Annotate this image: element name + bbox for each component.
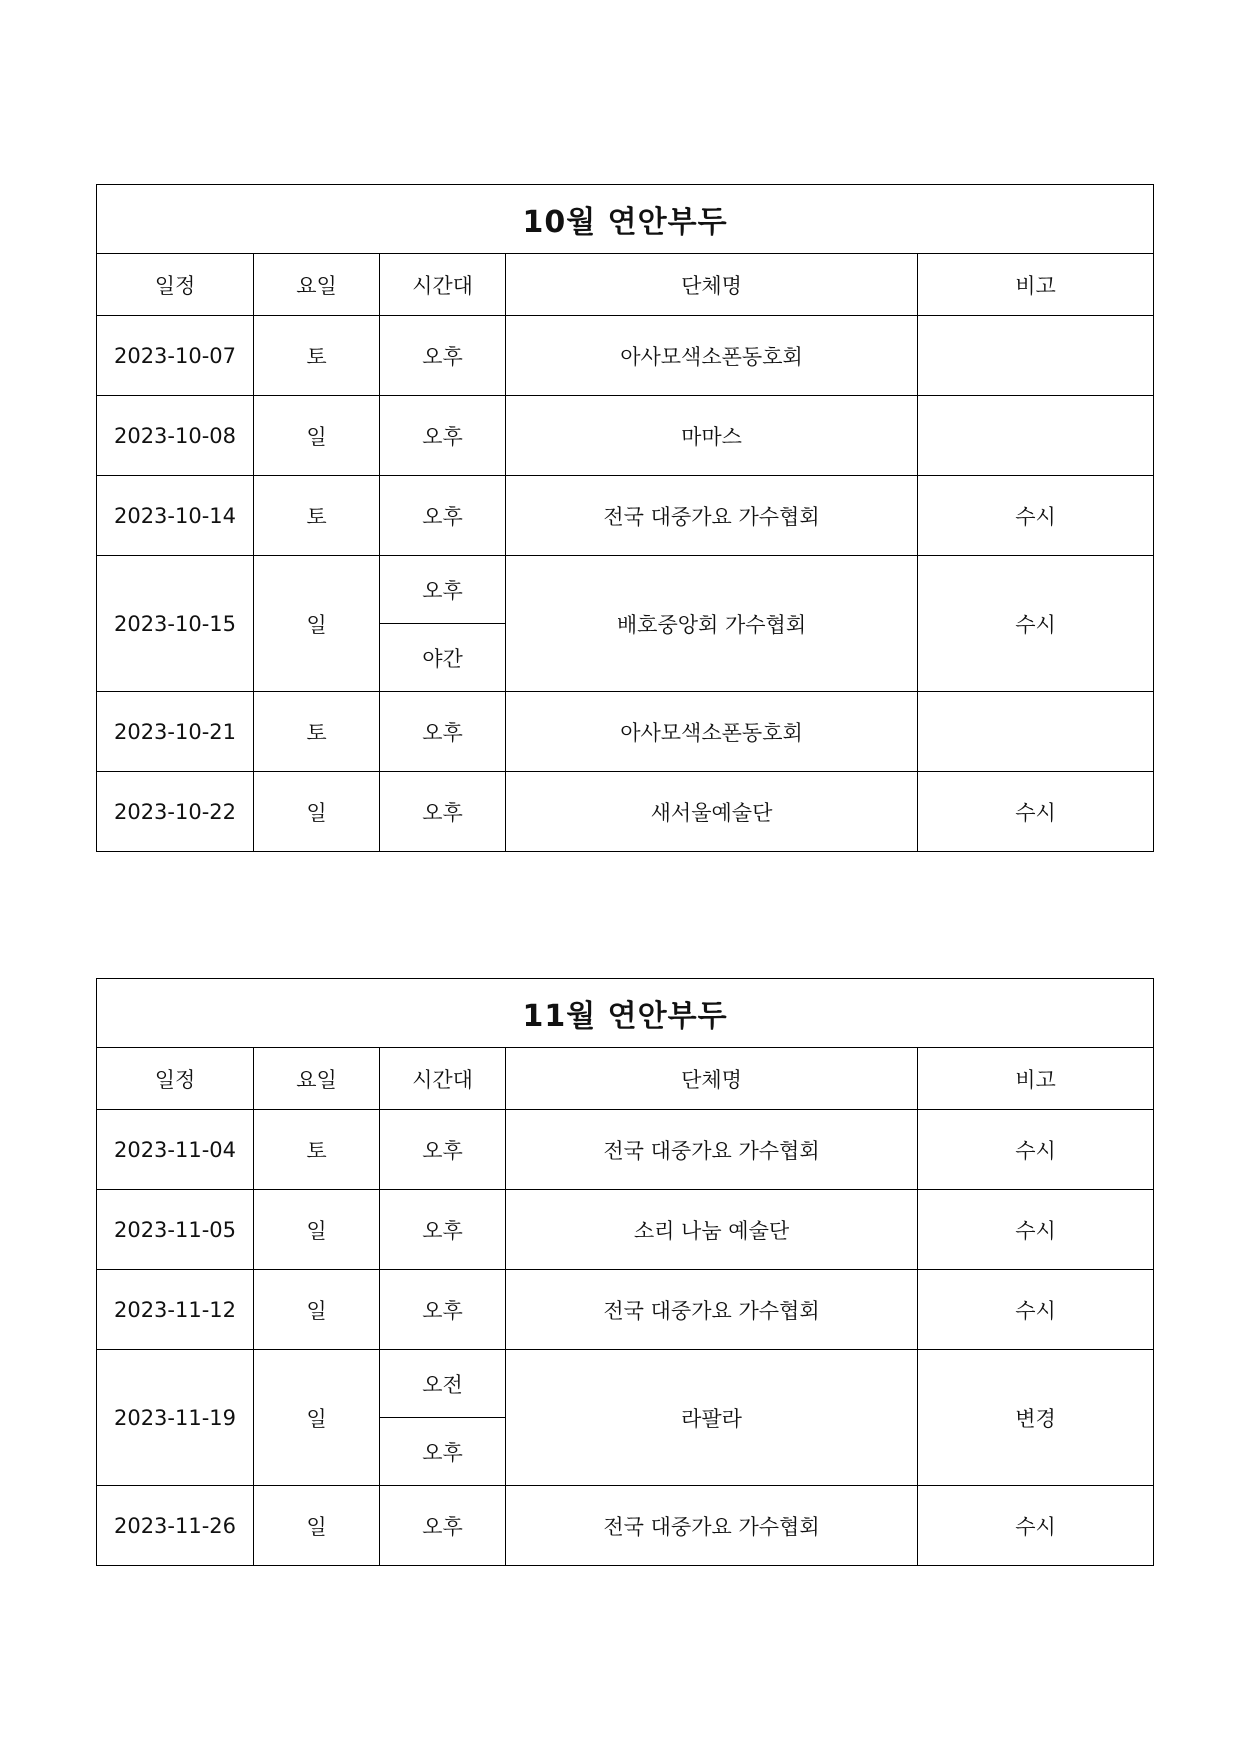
table-title: 10월 연안부두: [97, 185, 1154, 254]
timeslot-cell: 오후: [380, 1270, 506, 1350]
timeslot-cell: 오전: [380, 1350, 506, 1418]
table-row: [97, 1190, 1154, 1270]
weekday-cell: 일: [254, 1350, 380, 1486]
timeslot-cell: 오후: [380, 1486, 506, 1566]
group-cell: 소리 나눔 예술단: [506, 1190, 918, 1270]
date-cell: 2023-10-15: [97, 556, 254, 692]
timeslot-cell: 오후: [380, 1190, 506, 1270]
note-cell: [918, 692, 1154, 772]
date-cell: 2023-10-22: [97, 772, 254, 852]
timeslot-cell: 오후: [380, 1418, 506, 1486]
note-cell: 변경: [918, 1350, 1154, 1486]
date-cell: 2023-11-12: [97, 1270, 254, 1350]
group-cell: 마마스: [506, 396, 918, 476]
note-cell: 수시: [918, 1190, 1154, 1270]
group-cell: 배호중앙회 가수협회: [506, 556, 918, 692]
header-weekday: 요일: [254, 254, 380, 316]
weekday-cell: 일: [254, 1190, 380, 1270]
weekday-cell: 토: [254, 692, 380, 772]
table-row: [97, 1270, 1154, 1350]
date-cell: 2023-10-07: [97, 316, 254, 396]
timeslot-cell: 오후: [380, 556, 506, 624]
header-note: 비고: [918, 254, 1154, 316]
group-cell: 전국 대중가요 가수협회: [506, 1110, 918, 1190]
timeslot-cell: 오후: [380, 476, 506, 556]
header-date: 일정: [97, 254, 254, 316]
table-row: [97, 1486, 1154, 1566]
weekday-cell: 토: [254, 1110, 380, 1190]
note-cell: [918, 316, 1154, 396]
table-row: [97, 476, 1154, 556]
timeslot-cell: 오후: [380, 316, 506, 396]
note-cell: 수시: [918, 1110, 1154, 1190]
date-cell: 2023-11-04: [97, 1110, 254, 1190]
header-date: 일정: [97, 1048, 254, 1110]
date-cell: 2023-10-08: [97, 396, 254, 476]
weekday-cell: 일: [254, 396, 380, 476]
note-cell: 수시: [918, 476, 1154, 556]
header-timeslot: 시간대: [380, 254, 506, 316]
november-schedule-table: [96, 978, 1154, 1566]
timeslot-cell: 오후: [380, 1110, 506, 1190]
table-row: [97, 396, 1154, 476]
timeslot-cell: 오후: [380, 772, 506, 852]
note-cell: 수시: [918, 772, 1154, 852]
table-row: [97, 316, 1154, 396]
table-title: 11월 연안부두: [97, 979, 1154, 1048]
note-cell: 수시: [918, 1486, 1154, 1566]
weekday-cell: 일: [254, 1486, 380, 1566]
group-cell: 아사모색소폰동호회: [506, 692, 918, 772]
group-cell: 전국 대중가요 가수협회: [506, 1270, 918, 1350]
timeslot-cell: 오후: [380, 396, 506, 476]
weekday-cell: 일: [254, 772, 380, 852]
note-cell: [918, 396, 1154, 476]
table-row: [97, 556, 1154, 624]
weekday-cell: 일: [254, 1270, 380, 1350]
weekday-cell: 토: [254, 316, 380, 396]
date-cell: 2023-11-05: [97, 1190, 254, 1270]
header-group: 단체명: [506, 1048, 918, 1110]
table-row: [97, 692, 1154, 772]
date-cell: 2023-11-26: [97, 1486, 254, 1566]
note-cell: 수시: [918, 556, 1154, 692]
header-timeslot: 시간대: [380, 1048, 506, 1110]
header-weekday: 요일: [254, 1048, 380, 1110]
table-row: [97, 1110, 1154, 1190]
header-note: 비고: [918, 1048, 1154, 1110]
october-schedule-table: [96, 184, 1154, 852]
table-row: [97, 772, 1154, 852]
group-cell: 전국 대중가요 가수협회: [506, 476, 918, 556]
timeslot-cell: 오후: [380, 692, 506, 772]
weekday-cell: 토: [254, 476, 380, 556]
group-cell: 전국 대중가요 가수협회: [506, 1486, 918, 1566]
group-cell: 라팔라: [506, 1350, 918, 1486]
weekday-cell: 일: [254, 556, 380, 692]
date-cell: 2023-11-19: [97, 1350, 254, 1486]
date-cell: 2023-10-21: [97, 692, 254, 772]
table-row: [97, 1350, 1154, 1418]
group-cell: 아사모색소폰동호회: [506, 316, 918, 396]
timeslot-cell: 야간: [380, 624, 506, 692]
group-cell: 새서울예술단: [506, 772, 918, 852]
header-group: 단체명: [506, 254, 918, 316]
note-cell: 수시: [918, 1270, 1154, 1350]
date-cell: 2023-10-14: [97, 476, 254, 556]
